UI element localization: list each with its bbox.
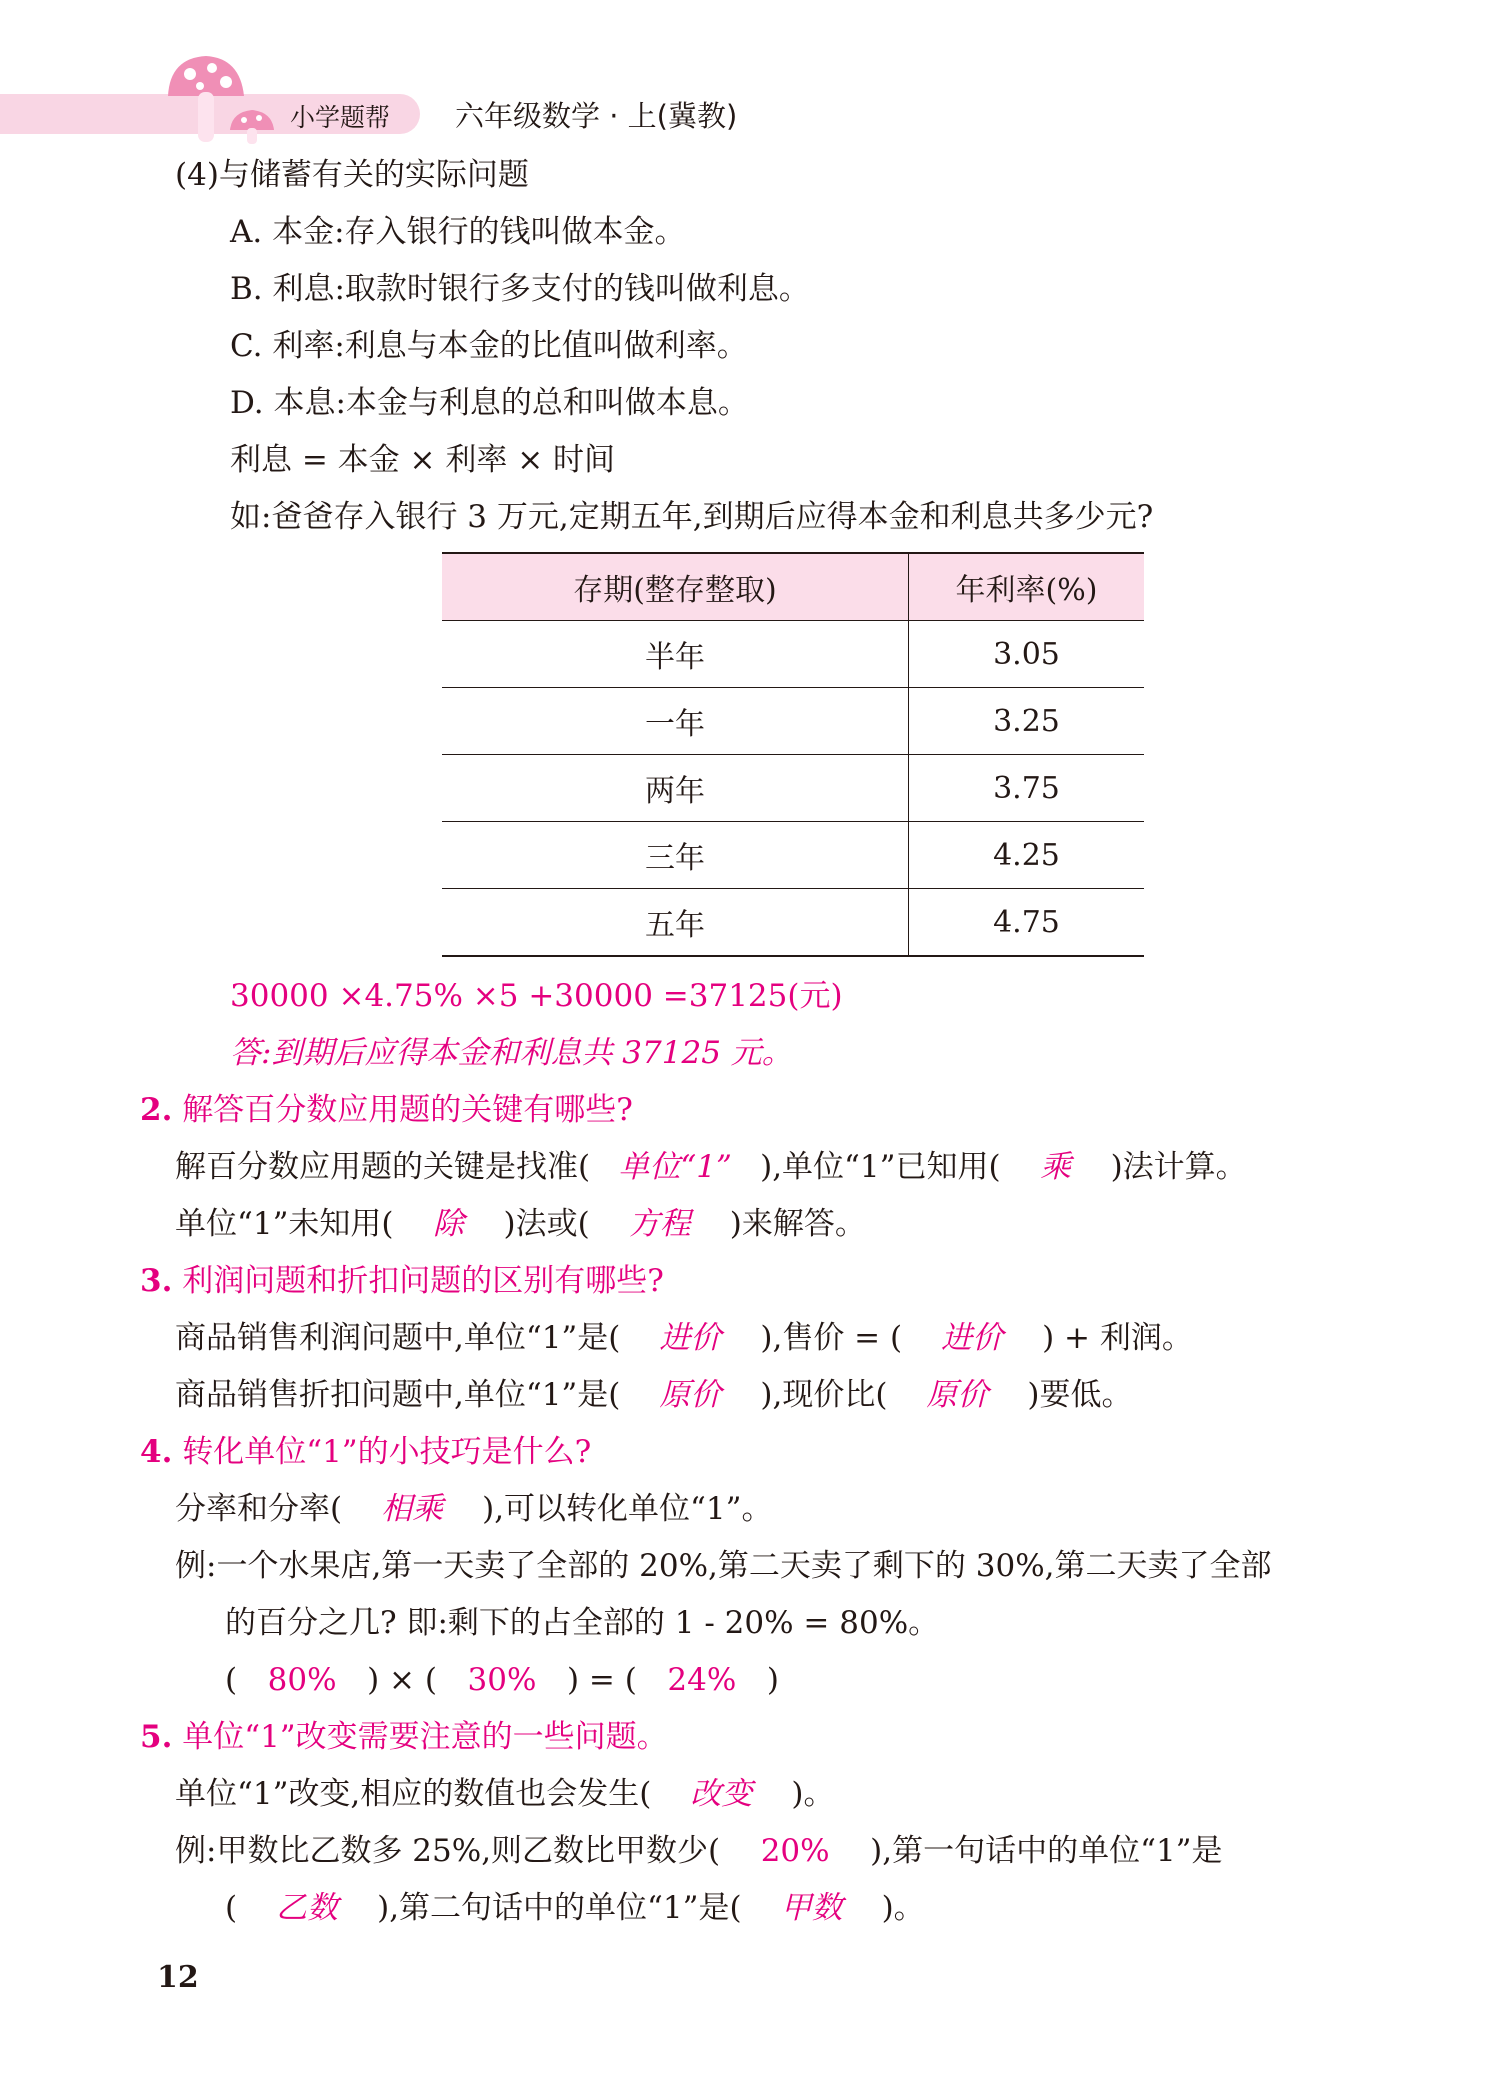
table-row bbox=[442, 621, 1144, 688]
series-label: 小学题帮 bbox=[290, 103, 391, 132]
text-segment: 单位“1”未知用( bbox=[175, 1206, 394, 1242]
question-5-text: 单位“1”改变需要注意的一些问题。 bbox=[182, 1719, 668, 1755]
question-4-line-4 bbox=[225, 1660, 779, 1700]
savings-heading: (4)与储蓄有关的实际问题 bbox=[175, 157, 529, 193]
question-2-number: 2. bbox=[140, 1092, 173, 1128]
text-segment: ),单位“1”已知用( bbox=[760, 1149, 1001, 1185]
term-cell: 两年 bbox=[442, 755, 909, 822]
question-3-line-1 bbox=[175, 1318, 1193, 1358]
header-rate: 年利率(%) bbox=[909, 553, 1145, 621]
question-2-line-1 bbox=[175, 1147, 1247, 1187]
definition-total: D. 本息:本金与利息的总和叫做本息。 bbox=[230, 385, 749, 421]
question-5-title bbox=[140, 1717, 668, 1757]
rate-cell: 3.25 bbox=[909, 688, 1145, 755]
calculation-answer: 答:到期后应得本金和利息共 37125 元。 bbox=[230, 1035, 793, 1071]
answer-24-percent: 24% bbox=[667, 1662, 737, 1698]
question-5-line-1 bbox=[175, 1774, 834, 1814]
interest-formula: 利息 = 本金 × 利率 × 时间 bbox=[230, 442, 616, 478]
text-segment: ( bbox=[225, 1890, 238, 1926]
question-3-text: 利润问题和折扣问题的区别有哪些? bbox=[182, 1263, 664, 1299]
text-segment: ),第二句话中的单位“1”是( bbox=[377, 1890, 742, 1926]
question-2-line-2 bbox=[175, 1204, 866, 1244]
question-4-example: 例:一个水果店,第一天卖了全部的 20%,第二天卖了剩下的 30%,第二天卖了全部 bbox=[175, 1548, 1272, 1584]
question-3-title bbox=[140, 1261, 664, 1301]
answer-change: 改变 bbox=[690, 1776, 753, 1812]
calculation: 30000 ×4.75% ×5 +30000 =37125(元) bbox=[230, 978, 843, 1014]
page-number: 12 bbox=[157, 1960, 199, 1995]
text-segment: ( bbox=[225, 1662, 238, 1698]
question-5-line-3 bbox=[225, 1888, 925, 1928]
text-segment: ) × ( bbox=[367, 1662, 437, 1698]
answer-number-b: 乙数 bbox=[276, 1890, 339, 1926]
question-4-example-cont: 的百分之几? 即:剩下的占全部的 1 - 20% = 80%。 bbox=[225, 1605, 940, 1641]
table-row bbox=[442, 688, 1144, 755]
term-cell: 一年 bbox=[442, 688, 909, 755]
book-title: 六年级数学 · 上(冀教) bbox=[455, 99, 738, 133]
question-2-text: 解答百分数应用题的关键有哪些? bbox=[182, 1092, 633, 1128]
question-4-line-1 bbox=[175, 1489, 772, 1529]
answer-cost-price: 进价 bbox=[659, 1320, 722, 1356]
interest-rate-table bbox=[442, 552, 1144, 957]
text-segment: 解百分数应用题的关键是找准( bbox=[175, 1149, 591, 1185]
text-segment: ),可以转化单位“1”。 bbox=[482, 1491, 773, 1527]
text-segment: ) = ( bbox=[566, 1662, 637, 1698]
table-row bbox=[442, 889, 1144, 957]
savings-example: 如:爸爸存入银行 3 万元,定期五年,到期后应得本金和利息共多少元? bbox=[230, 499, 1154, 535]
text-segment: ),售价 = ( bbox=[760, 1320, 903, 1356]
text-segment: 分率和分率( bbox=[175, 1491, 343, 1527]
definition-rate: C. 利率:利息与本金的比值叫做利率。 bbox=[230, 328, 748, 364]
answer-original-price-2: 原价 bbox=[926, 1377, 989, 1413]
answer-original-price: 原价 bbox=[659, 1377, 722, 1413]
answer-80-percent: 80% bbox=[267, 1662, 337, 1698]
table-row bbox=[442, 755, 1144, 822]
term-cell: 半年 bbox=[442, 621, 909, 688]
answer-30-percent: 30% bbox=[467, 1662, 537, 1698]
text-segment: ),第一句话中的单位“1”是 bbox=[870, 1833, 1223, 1869]
question-5-line-2 bbox=[175, 1831, 1223, 1871]
text-segment: )法或( bbox=[503, 1206, 590, 1242]
question-4-text: 转化单位“1”的小技巧是什么? bbox=[182, 1434, 592, 1470]
mushroom-logo-icon bbox=[160, 52, 290, 147]
rate-cell: 3.75 bbox=[909, 755, 1145, 822]
header-term: 存期(整存整取) bbox=[442, 553, 909, 621]
answer-unit-one: 单位“1” bbox=[618, 1149, 732, 1185]
answer-divide: 除 bbox=[433, 1206, 465, 1242]
definition-interest: B. 利息:取款时银行多支付的钱叫做利息。 bbox=[230, 271, 810, 307]
table-header-row bbox=[442, 553, 1144, 621]
rate-cell: 4.25 bbox=[909, 822, 1145, 889]
text-segment: )法计算。 bbox=[1110, 1149, 1247, 1185]
text-segment: ) + 利润。 bbox=[1042, 1320, 1193, 1356]
text-segment: )。 bbox=[881, 1890, 925, 1926]
text-segment: )要低。 bbox=[1027, 1377, 1133, 1413]
answer-multiply-rates: 相乘 bbox=[381, 1491, 444, 1527]
question-4-number: 4. bbox=[140, 1434, 173, 1470]
term-cell: 五年 bbox=[442, 889, 909, 957]
text-segment: )来解答。 bbox=[729, 1206, 866, 1242]
text-segment: )。 bbox=[791, 1776, 835, 1812]
question-3-line-2 bbox=[175, 1375, 1133, 1415]
text-segment: ),现价比( bbox=[760, 1377, 888, 1413]
text-segment: 商品销售折扣问题中,单位“1”是( bbox=[175, 1377, 621, 1413]
table-row bbox=[442, 822, 1144, 889]
text-segment: 单位“1”改变,相应的数值也会发生( bbox=[175, 1776, 652, 1812]
term-cell: 三年 bbox=[442, 822, 909, 889]
answer-multiply: 乘 bbox=[1040, 1149, 1072, 1185]
question-2-title bbox=[140, 1090, 633, 1130]
rate-cell: 3.05 bbox=[909, 621, 1145, 688]
question-3-number: 3. bbox=[140, 1263, 173, 1299]
question-4-title bbox=[140, 1432, 591, 1472]
answer-equation: 方程 bbox=[628, 1206, 691, 1242]
text-segment: 例:甲数比乙数多 25%,则乙数比甲数少( bbox=[175, 1833, 721, 1869]
rate-cell: 4.75 bbox=[909, 889, 1145, 957]
answer-cost-price-2: 进价 bbox=[941, 1320, 1004, 1356]
text-segment: ) bbox=[766, 1662, 779, 1698]
question-5-number: 5. bbox=[140, 1719, 173, 1755]
answer-20-percent: 20% bbox=[760, 1833, 830, 1869]
text-segment: 商品销售利润问题中,单位“1”是( bbox=[175, 1320, 621, 1356]
answer-number-a: 甲数 bbox=[780, 1890, 843, 1926]
definition-principal: A. 本金:存入银行的钱叫做本金。 bbox=[230, 214, 686, 250]
